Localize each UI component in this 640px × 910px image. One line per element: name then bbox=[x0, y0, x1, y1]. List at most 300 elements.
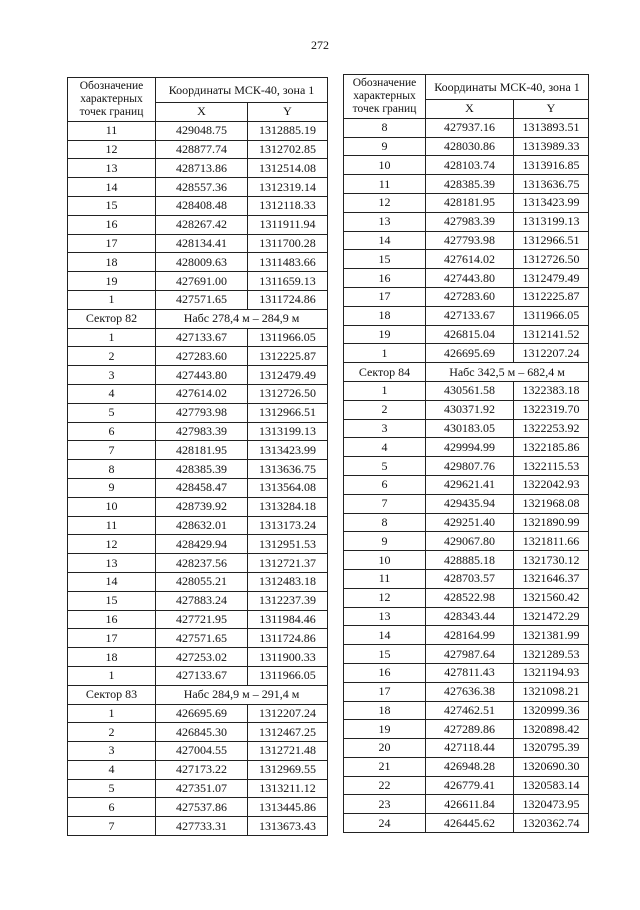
table-row bbox=[344, 626, 589, 645]
coordinates-table-right bbox=[343, 74, 589, 833]
x-coordinate-cell: 426445.62 bbox=[426, 814, 514, 833]
table-row bbox=[68, 140, 328, 159]
y-coordinate-cell: 1322115.53 bbox=[514, 457, 589, 476]
table-row bbox=[68, 366, 328, 385]
table-row bbox=[68, 272, 328, 291]
x-coordinate-cell: 427283.60 bbox=[156, 347, 248, 366]
point-number-cell: 20 bbox=[344, 739, 426, 758]
table-row bbox=[68, 798, 328, 817]
x-coordinate-cell: 429048.75 bbox=[156, 121, 248, 140]
table-row bbox=[68, 384, 328, 403]
point-number-cell: 13 bbox=[68, 159, 156, 178]
x-coordinate-cell: 428181.95 bbox=[156, 441, 248, 460]
x-coordinate-cell: 427133.67 bbox=[156, 666, 248, 685]
sector-height-range: Набс 278,4 м – 284,9 м bbox=[156, 309, 328, 328]
x-coordinate-cell: 427571.65 bbox=[156, 290, 248, 309]
point-number-cell: 3 bbox=[344, 419, 426, 438]
y-coordinate-cell: 1312726.50 bbox=[248, 384, 328, 403]
point-number-cell: 13 bbox=[344, 212, 426, 231]
table-row bbox=[68, 779, 328, 798]
point-number-cell: 17 bbox=[68, 234, 156, 253]
x-coordinate-cell: 427289.86 bbox=[426, 720, 514, 739]
y-coordinate-cell: 1313989.33 bbox=[514, 137, 589, 156]
point-number-cell: 7 bbox=[68, 441, 156, 460]
table-row bbox=[344, 175, 589, 194]
y-coordinate-cell: 1312726.50 bbox=[514, 250, 589, 269]
table-row bbox=[344, 306, 589, 325]
x-coordinate-cell: 427173.22 bbox=[156, 760, 248, 779]
y-coordinate-cell: 1313636.75 bbox=[514, 175, 589, 194]
x-coordinate-cell: 427793.98 bbox=[156, 403, 248, 422]
point-number-cell: 15 bbox=[344, 250, 426, 269]
x-coordinate-cell: 426948.28 bbox=[426, 757, 514, 776]
x-coordinate-cell: 427721.95 bbox=[156, 610, 248, 629]
point-number-cell: 1 bbox=[68, 290, 156, 309]
sector-row bbox=[68, 685, 328, 704]
table-row bbox=[344, 250, 589, 269]
x-coordinate-cell: 428385.39 bbox=[426, 175, 514, 194]
table-row bbox=[68, 178, 328, 197]
table-row bbox=[344, 212, 589, 231]
point-number-cell: 18 bbox=[68, 648, 156, 667]
y-coordinate-cell: 1311984.46 bbox=[248, 610, 328, 629]
table-row bbox=[344, 400, 589, 419]
table-row bbox=[344, 381, 589, 400]
table-row bbox=[344, 193, 589, 212]
x-coordinate-cell: 427937.16 bbox=[426, 118, 514, 137]
point-number-cell: 18 bbox=[344, 306, 426, 325]
x-coordinate-cell: 428557.36 bbox=[156, 178, 248, 197]
y-coordinate-cell: 1312319.14 bbox=[248, 178, 328, 197]
y-coordinate-cell: 1322253.92 bbox=[514, 419, 589, 438]
table-row bbox=[344, 588, 589, 607]
x-coordinate-cell: 428164.99 bbox=[426, 626, 514, 645]
y-coordinate-cell: 1313893.51 bbox=[514, 118, 589, 137]
x-coordinate-cell: 429994.99 bbox=[426, 438, 514, 457]
y-coordinate-cell: 1322042.93 bbox=[514, 475, 589, 494]
x-coordinate-cell: 429435.94 bbox=[426, 494, 514, 513]
y-coordinate-cell: 1312479.49 bbox=[514, 269, 589, 288]
point-number-cell: 1 bbox=[68, 666, 156, 685]
table-row bbox=[344, 156, 589, 175]
x-coordinate-cell: 428343.44 bbox=[426, 607, 514, 626]
coordinates-title-header: Координаты МСК-40, зона 1 bbox=[156, 78, 328, 103]
y-coordinate-cell: 1312702.85 bbox=[248, 140, 328, 159]
y-coordinate-cell: 1321194.93 bbox=[514, 663, 589, 682]
point-number-cell: 6 bbox=[68, 422, 156, 441]
y-coordinate-cell: 1321560.42 bbox=[514, 588, 589, 607]
y-coordinate-cell: 1320362.74 bbox=[514, 814, 589, 833]
point-number-cell: 2 bbox=[68, 347, 156, 366]
x-coordinate-cell: 427443.80 bbox=[426, 269, 514, 288]
sector-label: Сектор 83 bbox=[68, 685, 156, 704]
table-row bbox=[68, 535, 328, 554]
table-row bbox=[344, 663, 589, 682]
point-number-cell: 18 bbox=[68, 253, 156, 272]
x-coordinate-cell: 427537.86 bbox=[156, 798, 248, 817]
y-coordinate-cell: 1321381.99 bbox=[514, 626, 589, 645]
x-coordinate-cell: 428055.21 bbox=[156, 572, 248, 591]
point-number-cell: 17 bbox=[344, 287, 426, 306]
y-coordinate-cell: 1313423.99 bbox=[514, 193, 589, 212]
table-row bbox=[68, 253, 328, 272]
point-designation-header: Обозначение характерных точек границ bbox=[68, 78, 156, 122]
x-coordinate-cell: 430183.05 bbox=[426, 419, 514, 438]
x-coordinate-cell: 430371.92 bbox=[426, 400, 514, 419]
y-coordinate-cell: 1311900.33 bbox=[248, 648, 328, 667]
table-row bbox=[68, 591, 328, 610]
y-coordinate-cell: 1321289.53 bbox=[514, 645, 589, 664]
x-coordinate-cell: 428632.01 bbox=[156, 516, 248, 535]
table-row bbox=[344, 757, 589, 776]
x-coordinate-cell: 429251.40 bbox=[426, 513, 514, 532]
x-coordinate-cell: 428030.86 bbox=[426, 137, 514, 156]
point-number-cell: 8 bbox=[344, 118, 426, 137]
x-coordinate-cell: 427133.67 bbox=[156, 328, 248, 347]
table-row bbox=[344, 532, 589, 551]
table-row bbox=[344, 344, 589, 363]
point-number-cell: 8 bbox=[344, 513, 426, 532]
x-coordinate-cell: 427691.00 bbox=[156, 272, 248, 291]
table-row bbox=[344, 551, 589, 570]
page-number: 272 bbox=[311, 38, 329, 52]
y-coordinate-cell: 1312951.53 bbox=[248, 535, 328, 554]
table-body-right bbox=[344, 118, 589, 832]
y-coordinate-cell: 1321472.29 bbox=[514, 607, 589, 626]
point-number-cell: 11 bbox=[68, 121, 156, 140]
table-row bbox=[344, 438, 589, 457]
x-coordinate-cell: 428458.47 bbox=[156, 478, 248, 497]
x-coordinate-cell: 427443.80 bbox=[156, 366, 248, 385]
x-coordinate-cell: 428267.42 bbox=[156, 215, 248, 234]
y-coordinate-cell: 1311966.05 bbox=[248, 328, 328, 347]
y-coordinate-cell: 1311700.28 bbox=[248, 234, 328, 253]
table-row bbox=[344, 118, 589, 137]
y-coordinate-cell: 1320999.36 bbox=[514, 701, 589, 720]
y-coordinate-cell: 1320795.39 bbox=[514, 739, 589, 758]
coordinates-title-header: Координаты МСК-40, зона 1 bbox=[426, 75, 589, 100]
y-coordinate-cell: 1322185.86 bbox=[514, 438, 589, 457]
x-column-header: X bbox=[426, 100, 514, 119]
y-coordinate-cell: 1311483.66 bbox=[248, 253, 328, 272]
table-row bbox=[68, 215, 328, 234]
y-coordinate-cell: 1320473.95 bbox=[514, 795, 589, 814]
x-coordinate-cell: 428429.94 bbox=[156, 535, 248, 554]
point-number-cell: 4 bbox=[344, 438, 426, 457]
y-coordinate-cell: 1320898.42 bbox=[514, 720, 589, 739]
point-number-cell: 1 bbox=[68, 704, 156, 723]
point-number-cell: 13 bbox=[68, 554, 156, 573]
point-number-cell: 10 bbox=[68, 497, 156, 516]
x-coordinate-cell: 430561.58 bbox=[426, 381, 514, 400]
x-coordinate-cell: 426779.41 bbox=[426, 776, 514, 795]
table-row bbox=[68, 441, 328, 460]
table-row bbox=[344, 137, 589, 156]
point-number-cell: 8 bbox=[68, 460, 156, 479]
y-coordinate-cell: 1312225.87 bbox=[514, 287, 589, 306]
point-number-cell: 16 bbox=[344, 663, 426, 682]
table-row bbox=[68, 159, 328, 178]
point-number-cell: 17 bbox=[68, 629, 156, 648]
point-number-cell: 9 bbox=[68, 478, 156, 497]
table-row bbox=[344, 569, 589, 588]
x-coordinate-cell: 428713.86 bbox=[156, 159, 248, 178]
sector-height-range: Набс 284,9 м – 291,4 м bbox=[156, 685, 328, 704]
point-number-cell: 14 bbox=[344, 231, 426, 250]
point-number-cell: 1 bbox=[68, 328, 156, 347]
point-number-cell: 24 bbox=[344, 814, 426, 833]
table-row bbox=[344, 814, 589, 833]
coordinates-table-left bbox=[67, 77, 328, 836]
y-coordinate-cell: 1312969.55 bbox=[248, 760, 328, 779]
table-row bbox=[68, 347, 328, 366]
sector-label: Сектор 84 bbox=[344, 363, 426, 382]
point-number-cell: 12 bbox=[344, 588, 426, 607]
point-number-cell: 5 bbox=[68, 403, 156, 422]
point-designation-header: Обозначение характерных точек границ bbox=[344, 75, 426, 119]
y-coordinate-cell: 1320583.14 bbox=[514, 776, 589, 795]
table-row bbox=[344, 776, 589, 795]
x-coordinate-cell: 428408.48 bbox=[156, 196, 248, 215]
sector-height-range: Набс 342,5 м – 682,4 м bbox=[426, 363, 589, 382]
y-column-header: Y bbox=[514, 100, 589, 119]
table-row bbox=[344, 701, 589, 720]
y-coordinate-cell: 1312966.51 bbox=[248, 403, 328, 422]
y-coordinate-cell: 1313445.86 bbox=[248, 798, 328, 817]
x-coordinate-cell: 428009.63 bbox=[156, 253, 248, 272]
y-coordinate-cell: 1312207.24 bbox=[248, 704, 328, 723]
y-coordinate-cell: 1312479.49 bbox=[248, 366, 328, 385]
table-row bbox=[68, 648, 328, 667]
point-number-cell: 13 bbox=[344, 607, 426, 626]
x-coordinate-cell: 427636.38 bbox=[426, 682, 514, 701]
y-coordinate-cell: 1321098.21 bbox=[514, 682, 589, 701]
point-number-cell: 9 bbox=[344, 137, 426, 156]
y-coordinate-cell: 1311966.05 bbox=[248, 666, 328, 685]
table-row bbox=[68, 817, 328, 836]
x-coordinate-cell: 428885.18 bbox=[426, 551, 514, 570]
point-number-cell: 18 bbox=[344, 701, 426, 720]
y-coordinate-cell: 1313636.75 bbox=[248, 460, 328, 479]
y-coordinate-cell: 1313211.12 bbox=[248, 779, 328, 798]
table-body-left bbox=[68, 121, 328, 835]
table-row bbox=[68, 121, 328, 140]
x-coordinate-cell: 426815.04 bbox=[426, 325, 514, 344]
x-coordinate-cell: 428522.98 bbox=[426, 588, 514, 607]
x-coordinate-cell: 426695.69 bbox=[426, 344, 514, 363]
x-coordinate-cell: 427811.43 bbox=[426, 663, 514, 682]
y-coordinate-cell: 1313916.85 bbox=[514, 156, 589, 175]
table-row bbox=[68, 629, 328, 648]
point-number-cell: 11 bbox=[344, 175, 426, 194]
y-coordinate-cell: 1321890.99 bbox=[514, 513, 589, 532]
x-coordinate-cell: 428385.39 bbox=[156, 460, 248, 479]
y-coordinate-cell: 1313199.13 bbox=[514, 212, 589, 231]
table-row bbox=[68, 572, 328, 591]
point-number-cell: 3 bbox=[68, 366, 156, 385]
y-coordinate-cell: 1311724.86 bbox=[248, 290, 328, 309]
table-row bbox=[344, 419, 589, 438]
x-coordinate-cell: 427614.02 bbox=[156, 384, 248, 403]
y-coordinate-cell: 1312207.24 bbox=[514, 344, 589, 363]
y-coordinate-cell: 1311659.13 bbox=[248, 272, 328, 291]
point-number-cell: 22 bbox=[344, 776, 426, 795]
table-row bbox=[68, 460, 328, 479]
y-coordinate-cell: 1321968.08 bbox=[514, 494, 589, 513]
point-number-cell: 15 bbox=[68, 591, 156, 610]
table-row bbox=[344, 795, 589, 814]
table-row bbox=[68, 666, 328, 685]
sector-row bbox=[344, 363, 589, 382]
point-number-cell: 7 bbox=[68, 817, 156, 836]
x-coordinate-cell: 427983.39 bbox=[426, 212, 514, 231]
x-coordinate-cell: 428134.41 bbox=[156, 234, 248, 253]
y-coordinate-cell: 1312141.52 bbox=[514, 325, 589, 344]
table-row bbox=[344, 457, 589, 476]
table-row bbox=[344, 720, 589, 739]
x-coordinate-cell: 426611.84 bbox=[426, 795, 514, 814]
x-coordinate-cell: 427614.02 bbox=[426, 250, 514, 269]
point-number-cell: 11 bbox=[344, 569, 426, 588]
y-coordinate-cell: 1313173.24 bbox=[248, 516, 328, 535]
point-number-cell: 16 bbox=[68, 610, 156, 629]
table-row bbox=[344, 607, 589, 626]
y-coordinate-cell: 1322383.18 bbox=[514, 381, 589, 400]
point-number-cell: 11 bbox=[68, 516, 156, 535]
x-coordinate-cell: 426845.30 bbox=[156, 723, 248, 742]
table-row bbox=[68, 554, 328, 573]
point-number-cell: 10 bbox=[344, 551, 426, 570]
table-row bbox=[344, 494, 589, 513]
x-coordinate-cell: 427133.67 bbox=[426, 306, 514, 325]
point-number-cell: 19 bbox=[344, 720, 426, 739]
x-coordinate-cell: 428181.95 bbox=[426, 193, 514, 212]
y-coordinate-cell: 1311966.05 bbox=[514, 306, 589, 325]
y-column-header: Y bbox=[248, 103, 328, 122]
y-coordinate-cell: 1312237.39 bbox=[248, 591, 328, 610]
table-row bbox=[68, 704, 328, 723]
x-coordinate-cell: 429621.41 bbox=[426, 475, 514, 494]
table-row bbox=[68, 610, 328, 629]
table-row bbox=[344, 231, 589, 250]
x-coordinate-cell: 427283.60 bbox=[426, 287, 514, 306]
point-number-cell: 12 bbox=[344, 193, 426, 212]
point-number-cell: 1 bbox=[344, 381, 426, 400]
point-number-cell: 10 bbox=[344, 156, 426, 175]
point-number-cell: 15 bbox=[344, 645, 426, 664]
point-number-cell: 2 bbox=[68, 723, 156, 742]
x-coordinate-cell: 426695.69 bbox=[156, 704, 248, 723]
x-coordinate-cell: 429807.76 bbox=[426, 457, 514, 476]
sector-label: Сектор 82 bbox=[68, 309, 156, 328]
y-coordinate-cell: 1312966.51 bbox=[514, 231, 589, 250]
table-row bbox=[68, 290, 328, 309]
x-coordinate-cell: 427793.98 bbox=[426, 231, 514, 250]
x-coordinate-cell: 428739.92 bbox=[156, 497, 248, 516]
point-number-cell: 12 bbox=[68, 140, 156, 159]
table-row bbox=[344, 682, 589, 701]
point-number-cell: 3 bbox=[68, 742, 156, 761]
x-coordinate-cell: 427004.55 bbox=[156, 742, 248, 761]
y-coordinate-cell: 1313564.08 bbox=[248, 478, 328, 497]
y-coordinate-cell: 1321730.12 bbox=[514, 551, 589, 570]
point-number-cell: 16 bbox=[68, 215, 156, 234]
table-row bbox=[68, 760, 328, 779]
y-coordinate-cell: 1313199.13 bbox=[248, 422, 328, 441]
y-coordinate-cell: 1313284.18 bbox=[248, 497, 328, 516]
x-coordinate-cell: 428877.74 bbox=[156, 140, 248, 159]
point-number-cell: 1 bbox=[344, 344, 426, 363]
point-number-cell: 4 bbox=[68, 760, 156, 779]
table-row bbox=[344, 325, 589, 344]
point-number-cell: 17 bbox=[344, 682, 426, 701]
x-coordinate-cell: 427118.44 bbox=[426, 739, 514, 758]
table-row bbox=[344, 739, 589, 758]
point-number-cell: 14 bbox=[68, 178, 156, 197]
x-coordinate-cell: 427987.64 bbox=[426, 645, 514, 664]
point-number-cell: 12 bbox=[68, 535, 156, 554]
y-coordinate-cell: 1313673.43 bbox=[248, 817, 328, 836]
table-row bbox=[344, 287, 589, 306]
y-coordinate-cell: 1321646.37 bbox=[514, 569, 589, 588]
table-row bbox=[68, 478, 328, 497]
y-coordinate-cell: 1313423.99 bbox=[248, 441, 328, 460]
y-coordinate-cell: 1311724.86 bbox=[248, 629, 328, 648]
point-number-cell: 6 bbox=[68, 798, 156, 817]
y-coordinate-cell: 1320690.30 bbox=[514, 757, 589, 776]
x-coordinate-cell: 427253.02 bbox=[156, 648, 248, 667]
x-coordinate-cell: 427462.51 bbox=[426, 701, 514, 720]
table-row bbox=[344, 513, 589, 532]
x-coordinate-cell: 427983.39 bbox=[156, 422, 248, 441]
point-number-cell: 5 bbox=[68, 779, 156, 798]
x-coordinate-cell: 427883.24 bbox=[156, 591, 248, 610]
x-coordinate-cell: 427351.07 bbox=[156, 779, 248, 798]
x-coordinate-cell: 427571.65 bbox=[156, 629, 248, 648]
y-coordinate-cell: 1312467.25 bbox=[248, 723, 328, 742]
y-coordinate-cell: 1312514.08 bbox=[248, 159, 328, 178]
table-row bbox=[68, 403, 328, 422]
point-number-cell: 16 bbox=[344, 269, 426, 288]
table-row bbox=[68, 422, 328, 441]
y-coordinate-cell: 1311911.94 bbox=[248, 215, 328, 234]
y-coordinate-cell: 1312885.19 bbox=[248, 121, 328, 140]
y-coordinate-cell: 1321811.66 bbox=[514, 532, 589, 551]
point-number-cell: 15 bbox=[68, 196, 156, 215]
y-coordinate-cell: 1312721.48 bbox=[248, 742, 328, 761]
y-coordinate-cell: 1312118.33 bbox=[248, 196, 328, 215]
point-number-cell: 7 bbox=[344, 494, 426, 513]
y-coordinate-cell: 1312721.37 bbox=[248, 554, 328, 573]
table-row bbox=[68, 723, 328, 742]
table-row bbox=[68, 196, 328, 215]
point-number-cell: 5 bbox=[344, 457, 426, 476]
x-column-header: X bbox=[156, 103, 248, 122]
x-coordinate-cell: 428103.74 bbox=[426, 156, 514, 175]
point-number-cell: 4 bbox=[68, 384, 156, 403]
point-number-cell: 21 bbox=[344, 757, 426, 776]
table-row bbox=[344, 269, 589, 288]
table-row bbox=[344, 475, 589, 494]
x-coordinate-cell: 427733.31 bbox=[156, 817, 248, 836]
point-number-cell: 23 bbox=[344, 795, 426, 814]
point-number-cell: 2 bbox=[344, 400, 426, 419]
y-coordinate-cell: 1322319.70 bbox=[514, 400, 589, 419]
y-coordinate-cell: 1312225.87 bbox=[248, 347, 328, 366]
point-number-cell: 19 bbox=[68, 272, 156, 291]
point-number-cell: 9 bbox=[344, 532, 426, 551]
point-number-cell: 14 bbox=[344, 626, 426, 645]
